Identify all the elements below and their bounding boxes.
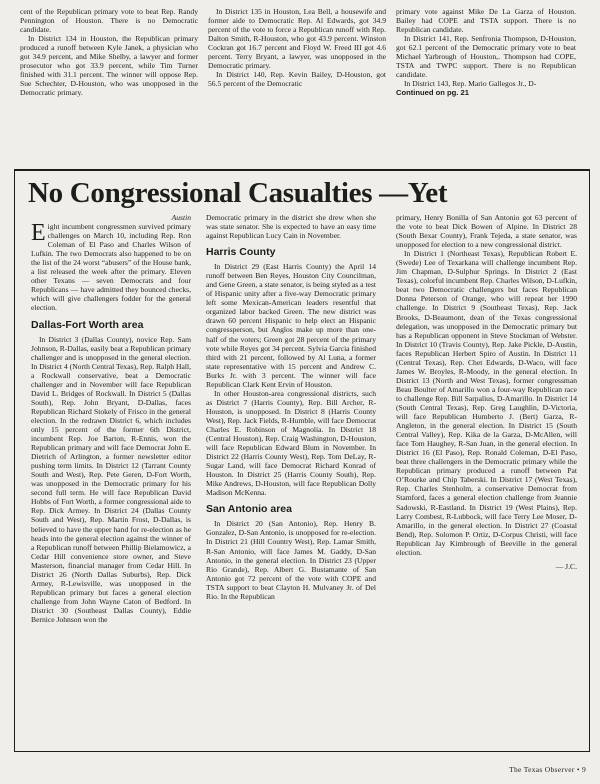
intro-text: ight incumbent congressmen survived primary challenges on March 10, including Rep. Ron Coleman of El Paso and Charles Wilson of Lufkin. The two Democrats also happened to be on the list of the 24 worst “abusers” of the House bank, a list released the week after the primary. Eleven other Texans — seven Democrats and four Republicans — have admitted they bounced checks, which will give challengers fodder for the general election. — [31, 222, 191, 313]
paragraph: In District 141, Rep. Senfronia Thompson, D-Houston, got 62.1 percent of the Democratic primary vote to beat Michael Yarbrough of Houston,. Thompson had COPE, TSTA and TWPC support. There is no Republican candidate. — [396, 34, 576, 80]
paragraph: In District 134 in Houston, the Republican primary produced a runoff between Kyle Janek, a physician who got 34.9 percent, and Mike Shelby, a lawyer and former prosecutor who got 33.9 percent, while Tim Turner finished with 31.1 percent. The winner will oppose Rep. Sue Schechter, D-Houston, who was unopposed in the Democratic primary. — [20, 34, 198, 98]
article-column-2 — [206, 213, 376, 601]
paragraph — [396, 79, 576, 97]
headline: No Congressional Casualties —Yet — [28, 177, 448, 209]
paragraph-text: In District 143, Rep. Mario Gallegos Jr., D- — [404, 79, 537, 89]
section-head-dallas: Dallas-Fort Worth area — [31, 318, 144, 331]
paragraph: In District 29 (East Harris County) the April 14 runoff between Ben Reyes, Houston City Councilman, and Gene Green, a state senator, is being styled as a test of Hispanic unity after a five-way Democratic primary left some Mexican-American leaders resentful that organized labor backed Green. The new district was drawn 60 percent Hispanic to help elect an Hispanic congressperson, but Anglos make up more than one-half of the voters; Green got 28 percent of the primary vote while Reyes got 34 percent. Sylvia Garcia finished third with 21 percent, followed by Al Luna, a former state representative with 15 percent and Andrew C. Burks Jr. with 3 percent. The winner will face Republican Clark Kent Ervin of Houston. — [206, 262, 376, 389]
section-head-san-antonio: San Antonio area — [206, 503, 292, 516]
article-column-1 — [31, 213, 191, 624]
paragraph: In District 135 in Houston, Lea Bell, a housewife and former aide to Democratic Rep. Al Edwards, got 34.9 percent of the vote to force a Republican runoff with Rep. Dalton Smith, R-Houston, who got 43.9 percent. Winston Cockran got 16.7 percent and Floyd W. Freed III got 4.6 percent. Terry Bryant, a lawyer, was unopposed in the Democratic primary. — [208, 7, 386, 71]
intro-paragraph — [31, 222, 191, 312]
signature: — J.C. — [555, 561, 577, 571]
top-column-2 — [208, 7, 386, 88]
drop-cap: E — [31, 220, 46, 247]
paragraph: primary vote against Mike De La Garza of Houston. Bailey had COPE and TSTA support. There is no Republican candidate. — [396, 7, 576, 35]
paragraph: In District 1 (Northeast Texas), Republican Robert E. (Swede) Lee of Texarkana will challenge incumbent Rep. Jim Chapman, D-Sulphur Springs. In District 2 (East Texas), colorful incumbent Rep. Charles Wilson, D-Lufkin, beat two Democratic challengers but faces Republican Donna Peterson of Orange, who will repeat her 1990 challenge. In District 9 (Southeast Texas), Rep. Jack Brooks, D-Beaumont, dean of the Texas congressional delegation, was unopposed in the Democratic primary but has a Republican opponent in Steve Stockman of Webster. In District 10 (Travis County), Rep. Jake Pickle, D-Austin, faces Republican Herbert Spiro of Austin. In District 11 (Central Texas), Rep. Chet Edwards, D-Waco, will face James W. Broyles, R-Moody, in the general election. In District 13 (North and West Texas), former congressman Beau Boulter of Amarillo won a four-way Republican race to challenge Rep. Bill Sarpalius, D-Amarillo. In District 14 (South Central Texas), Rep. Greg Laughlin, D-Victoria, will face Republican Humberto J. (Bert) Garza, R-Angleton, in the general election. In District 15 (South Central Valley), Rep. Kika de la Garza, D-McAllen, will face Tom Haughey, R-San Juan, in the general election. In District 16 (El Paso), Rep. Ronald Coleman, D-El Paso, beat three challengers in the Democratic primary while the Republican primary produced a runoff between Pat O’Rourke and Chip Taberski. In District 17 (West Texas), Rep. Charles Stenholm, a conservative Democrat from Stamford, faces a general election challenge from Jeannie Sadowski, R-Eastland. In District 19 (West Plains), Rep. Larry Combest, R-Lubbock, will face Terry Lee Moser, D-Amarillo, in the general election. In District 27 (Coastal Bend), Rep. Solomon P. Ortiz, D-Corpus Christi, will face Republican Jay Kimbrough of Beeville in the general election. — [396, 249, 577, 557]
paragraph: primary, Henry Bonilla of San Antonio got 63 percent of the vote to beat Dick Bowen of Alpine. In District 28 (South Bexar County), Frank Tejeda, a state senator, was unopposed for election to a new congressional district. — [396, 213, 577, 250]
paragraph: In District 3 (Dallas County), novice Rep. Sam Johnson, R-Dallas, easily beat a Republican primary challenger and is unopposed in the general election. In District 4 (North Central Texas), Rep. Ralph Hall, a Rockwall conservative, beat a Democratic challenger and in November will face Republican David L. Bridges of Rockwall. In District 5 (Dallas South), Rep. John Bryant, D-Dallas, faces Republican Richard Stokely of Frisco in the general election. In the redrawn District 6, which includes only 15 percent of the former 6th District, incumbent Rep. Joe Barton, R-Ennis, won the Republican primary and will face Democrat John E. Dietrich of Arlington, a former newsletter editor pushing term limits. In District 12 (Tarrant County South and West), Rep. Pete Geren, D-Fort Worth, was unopposed in the Democratic primary for his second full term. He will face Republican David Hobbs of Fort Worth, a former congressional aide to Rep. Dick Armey. In District 24 (Dallas County South and West), Rep. Martin Frost, D-Dallas, is believed to have the upper hand for re-election as he heads into the general election against the winner of a Republican runoff between Phillip Bielamowicz, a Cedar Hill convenience store owner, and Steve Masterson, financial manager from Cedar Hill. In District 26 (North Dallas Suburbs), Rep. Dick Armey, R-Lewisville, was unopposed in the Republican primary but faces a general election challenge from John Wayne Caton of Bedford. In District 30 (Southeast Dallas County), Eddie Bernice Johnson won the — [31, 334, 191, 624]
article-column-3 — [396, 213, 577, 571]
paragraph: In District 20 (San Antonio), Rep. Henry B. Gonzalez, D-San Antonio, is unopposed for re-election. In District 21 (Hill Country West), Rep. Lamar Smith, R-San Antonio, will face James M. Gaddy, D-San Antonio, in the general election. In District 23 (Upper Rio Grande), Rep. Albert G. Bustamante of San Antonio got 72 percent of the vote with COPE and TSTA support to beat Clayton H. Mulvaney Jr. of Del Rio. In the Republican — [206, 519, 376, 601]
paragraph: In District 140, Rep. Kevin Bailey, D-Houston, got 56.5 percent of the Democratic — [208, 70, 386, 89]
paragraph: In other Houston-area congressional districts, such as District 7 (Harris County), Rep. Bill Archer, R-Houston, is unopposed. In District 8 (Harris County West), Rep. Jack Fields, R-Humble, will face Democrat Charles E. Robinson of Magnolia. In District 18 (Central Houston), Rep. Craig Washington, D-Houston, will face Republican Edward Blum in November. In District 22 (Harris County West), Rep. Tom DeLay, R-Sugar Land, will face Democrat Richard Konrad of Houston. In District 25 (Harris County South), Rep. Mike Andrews, D-Houston, will face Republican Dolly Madison McKenna. — [206, 388, 376, 498]
paragraph: Democratic primary in the district she drew when she was state senator. She is expected to have an easy time against Republican Lucy Cain in November. — [206, 213, 376, 241]
section-head-harris: Harris County — [206, 246, 276, 259]
dateline: Austin — [171, 213, 191, 222]
top-column-1 — [20, 7, 198, 97]
continued-link[interactable]: Continued on pg. 21 — [396, 88, 469, 98]
top-column-3 — [396, 7, 576, 97]
page-footer: The Texas Observer • 9 — [509, 765, 586, 774]
paragraph: cent of the Republican primary vote to beat Rep. Randy Pennington of Houston. There is no Democratic candidate. — [20, 7, 198, 35]
